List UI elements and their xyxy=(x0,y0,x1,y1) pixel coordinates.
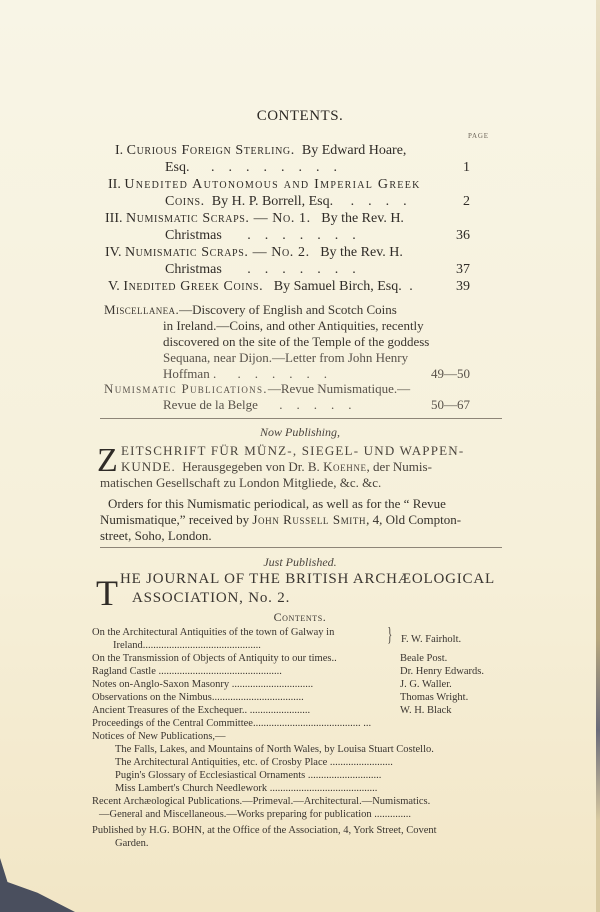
entry-line: discovered on the site of the Temple of the goddess xyxy=(163,334,430,349)
entry-page: 39 xyxy=(456,279,470,294)
journal-item: On the Architectural Antiquities of the town of Galway in xyxy=(92,627,335,638)
journal-item: The Falls, Lakes, and Mountains of North Wales, by Louisa Stuart Costello. xyxy=(115,744,434,755)
entry-numeral: III. xyxy=(105,211,123,226)
entry-line: in Ireland.—Coins, and other Antiquities, recently xyxy=(163,318,424,333)
entry-line: —Discovery of English and Scotch Coins xyxy=(179,302,397,317)
journal-contents-heading: Contents. xyxy=(273,610,327,624)
page-edge-shadow xyxy=(596,0,600,912)
journal-item-author: W. H. Black xyxy=(400,705,452,716)
just-published-heading: Just Published. xyxy=(263,555,337,569)
journal-item: Notes on-Anglo-Saxon Masonry ............................... xyxy=(92,679,314,690)
entry-title: Numismatic Scraps. — No. 1. xyxy=(126,211,311,226)
journal-item: Ancient Treasures of the Exchequer.. ....................... xyxy=(92,705,311,716)
entry-rest: —Revue Numismatique.— xyxy=(267,381,411,396)
journal-item: Observations on the Nimbus................................... xyxy=(92,692,304,703)
entry-author: By Edward Hoare, xyxy=(301,143,407,158)
journal-title-line: HE JOURNAL OF THE BRITISH ARCHÆOLOGICAL xyxy=(120,571,495,587)
journal-item-author: Dr. Henry Edwards. xyxy=(400,666,484,677)
journal-item-author: Beale Post. xyxy=(400,653,448,664)
now-publishing-heading: Now Publishing, xyxy=(259,425,340,439)
entry-page: 49—50 xyxy=(431,366,470,381)
publisher-line: Garden. xyxy=(115,838,149,849)
entry-page: 50—67 xyxy=(431,397,470,412)
contents-title: CONTENTS. xyxy=(256,108,344,124)
announcement-line: matischen Gesellschaft zu London Mitgliede, &c. &c. xyxy=(100,475,382,490)
journal-item: Ireland............................................. xyxy=(113,640,261,651)
entry-continuation: Christmas xyxy=(165,228,222,243)
entry-continuation: Esq. xyxy=(165,160,190,175)
entry-numeral: IV. xyxy=(105,245,122,260)
divider xyxy=(100,418,502,419)
orders-line: street, Soho, London. xyxy=(100,528,212,543)
entry-title: Numismatic Publications. xyxy=(104,381,268,396)
journal-item: The Architectural Antiquities, etc. of Crosby Place ........................ xyxy=(115,757,393,768)
journal-item-author: Thomas Wright. xyxy=(400,692,469,703)
entry-page: 36 xyxy=(456,228,470,243)
entry-numeral: II. xyxy=(108,177,121,192)
announcement-line: EITSCHRIFT FÜR MÜNZ-, SIEGEL- UND WAPPEN- xyxy=(121,443,465,458)
entry-title: Miscellanea. xyxy=(104,302,180,317)
announcement-line: KUNDE. Herausgegeben von Dr. B. Koehne, der Numis- xyxy=(121,459,432,474)
journal-item: Pugin's Glossary of Ecclesiastical Ornaments ............................ xyxy=(115,770,382,781)
entry-line: Hoffman . xyxy=(163,366,217,381)
entry-title: Numismatic Scraps. — No. 2. xyxy=(124,245,310,260)
entry-continuation: Coins. xyxy=(165,194,205,209)
page-column-header: PAGE xyxy=(468,132,489,140)
entry-author: By Samuel Birch, Esq. xyxy=(273,279,402,294)
journal-item: Notices of New Publications,— xyxy=(92,731,226,742)
entry-line: Sequana, near Dijon.—Letter from John Henry xyxy=(163,350,409,365)
brace: } xyxy=(387,624,393,646)
entry-author: By H. P. Borrell, Esq. xyxy=(211,194,334,209)
journal-item: Miss Lambert's Church Needlework ......................................... xyxy=(115,783,378,794)
entry-author: By the Rev. H. xyxy=(321,211,404,226)
entry-numeral: I. xyxy=(115,143,124,158)
entry-title: Curious Foreign Sterling. xyxy=(126,143,295,158)
journal-item: Recent Archæological Publications.—Primeval.—Architectural.—Numismatics. xyxy=(92,796,431,807)
drop-cap: Z xyxy=(97,442,118,479)
drop-cap: T xyxy=(96,573,118,613)
journal-title-line: ASSOCIATION, No. 2. xyxy=(132,590,291,606)
entry-title: Inedited Greek Coins. xyxy=(123,279,264,294)
journal-item: Ragland Castle ............................................... xyxy=(92,666,282,677)
entry-title: Unedited Autonomous and Imperial Greek xyxy=(124,177,421,192)
entry-page: 1 xyxy=(463,160,470,175)
journal-item: Proceedings of the Central Committee......................................... ... xyxy=(92,718,372,729)
journal-item-author: F. W. Fairholt. xyxy=(401,634,462,645)
entry-page: 2 xyxy=(463,194,470,209)
entry-continuation: Christmas xyxy=(165,262,222,277)
entry-numeral: V. xyxy=(108,279,120,294)
orders-line: Orders for this Numismatic periodical, as well as for the “ Revue xyxy=(108,496,446,511)
journal-item: —General and Miscellaneous.—Works preparing for publication .............. xyxy=(99,809,412,820)
journal-item-author: J. G. Waller. xyxy=(400,679,452,690)
entry-author: By the Rev. H. xyxy=(320,245,403,260)
entry-page: 37 xyxy=(456,262,470,277)
divider xyxy=(100,547,502,548)
publisher-line: Published by H.G. BOHN, at the Office of the Association, 4, York Street, Covent xyxy=(92,825,437,836)
orders-line: Numismatique,” received by John Russell Smith, 4, Old Compton- xyxy=(100,512,462,527)
entry-continuation: Revue de la Belge xyxy=(163,397,258,412)
journal-item: On the Transmission of Objects of Antiquity to our times.. xyxy=(92,653,337,664)
